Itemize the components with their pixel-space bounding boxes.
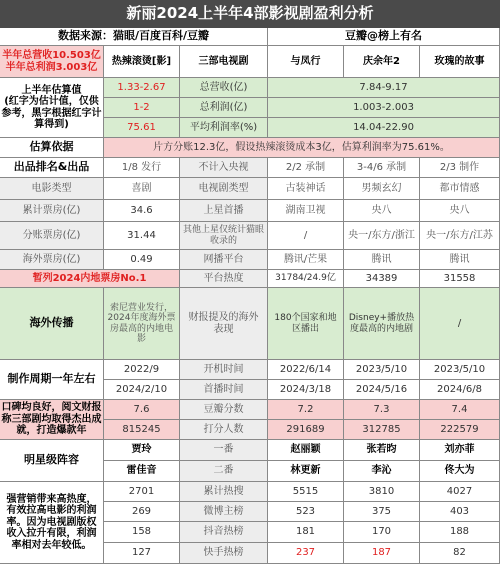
- heat-label: 平台热度: [180, 270, 268, 288]
- col-tv3: 玫瑰的故事: [420, 46, 500, 78]
- air-tv3: 央八: [420, 200, 500, 222]
- rank-movie: 1/8 发行: [104, 158, 180, 178]
- search-tv3: 4027: [420, 482, 500, 502]
- type-tv1: 古装神话: [268, 178, 344, 200]
- weibo-tv2: 375: [344, 502, 420, 522]
- lead2-tv2: 李沁: [344, 461, 420, 482]
- douyin-tv2: 170: [344, 522, 420, 543]
- other-tv2: 央一/东方/浙江: [344, 222, 420, 250]
- other-label: 其他上星仅统计猫眼收录的: [180, 222, 268, 250]
- heat-tv3: 31558: [420, 270, 500, 288]
- split-label: 分账票房(亿): [0, 222, 104, 250]
- col-tv2: 庆余年2: [344, 46, 420, 78]
- lead1-label: 一番: [180, 440, 268, 461]
- search-movie: 2701: [104, 482, 180, 502]
- overseas-label: 海外传播: [0, 288, 104, 360]
- start-label: 开机时间: [180, 360, 268, 380]
- release-tv2: 2024/5/16: [344, 380, 420, 400]
- rank-tv2: 3-4/6 承制: [344, 158, 420, 178]
- douban-tv3: 7.4: [420, 400, 500, 420]
- rev-label: 总营收(亿): [180, 78, 268, 98]
- kuaishou-tv3: 82: [420, 543, 500, 564]
- douyin-tv3: 188: [420, 522, 500, 543]
- lead2-movie: 雷佳音: [104, 461, 180, 482]
- rank-label: 出品排名&出品: [0, 158, 104, 178]
- air-tv1: 湖南卫视: [268, 200, 344, 222]
- release-movie: 2024/2/10: [104, 380, 180, 400]
- margin-movie: 75.61: [104, 118, 180, 138]
- start-tv2: 2023/5/10: [344, 360, 420, 380]
- search-tv2: 3810: [344, 482, 420, 502]
- douban-tv2: 7.3: [344, 400, 420, 420]
- net-tv1: 腾讯/芒果: [268, 250, 344, 270]
- douyin-tv1: 181: [268, 522, 344, 543]
- rank-note: 暂列2024内地票房No.1: [0, 270, 180, 288]
- basis-label: 估算依据: [0, 138, 104, 158]
- weibo-movie: 269: [104, 502, 180, 522]
- search-tv1: 5515: [268, 482, 344, 502]
- col-labels-header: 三部电视剧: [180, 46, 268, 78]
- lead2-tv3: 佟大为: [420, 461, 500, 482]
- douyin-movie: 158: [104, 522, 180, 543]
- conclusion-note: 强营销带来高热度，有效拉高电影的利润率。因为电视剧版权收入拉升有限，利润率相对去年较低。: [0, 482, 104, 564]
- start-movie: 2022/9: [104, 360, 180, 380]
- other-tv1: /: [268, 222, 344, 250]
- douyin-label: 抖音热榜: [180, 522, 268, 543]
- lead1-tv1: 赵丽颖: [268, 440, 344, 461]
- start-tv1: 2022/6/14: [268, 360, 344, 380]
- reputation-note: 口碑均良好，阅文财报称三部剧均取得杰出成就，打造爆款年: [0, 400, 104, 440]
- heat-tv2: 34389: [344, 270, 420, 288]
- weibo-tv3: 403: [420, 502, 500, 522]
- type-tv3: 都市情感: [420, 178, 500, 200]
- rank-tv1: 2/2 承制: [268, 158, 344, 178]
- profit-label: 总利润(亿): [180, 98, 268, 118]
- type-movie: 喜剧: [104, 178, 180, 200]
- box-label: 累计票房(亿): [0, 200, 104, 222]
- margin-label: 平均利润率(%): [180, 118, 268, 138]
- basis-text: 片方分账12.3亿，假设热辣滚烫成本3亿，估算利润率为75.61%。: [104, 138, 500, 158]
- lead1-tv3: 刘亦菲: [420, 440, 500, 461]
- profit-movie: 1-2: [104, 98, 180, 118]
- lead2-label: 二番: [180, 461, 268, 482]
- raters-label: 打分人数: [180, 420, 268, 440]
- overseas-tv2: Disney+播放热度最高的内地剧: [344, 288, 420, 360]
- star-label: 明星级阵容: [0, 440, 104, 482]
- raters-movie: 815245: [104, 420, 180, 440]
- overseas-movie: 索尼营业发行，2024年度海外票房最高的内地电影: [104, 288, 180, 360]
- lead1-tv2: 张若昀: [344, 440, 420, 461]
- heat-tv1: 31784/24.9亿: [268, 270, 344, 288]
- air-label: 上星首播: [180, 200, 268, 222]
- estimate-note: 上半年估算值 (红字为估计值，仅供参考，黑字根据红字计算得到): [0, 78, 104, 138]
- summary-revenue: 半年总营收10.503亿 半年总利润3.003亿: [0, 46, 104, 78]
- kuaishou-label: 快手热榜: [180, 543, 268, 564]
- release-label: 首播时间: [180, 380, 268, 400]
- type-tv2: 男频玄幻: [344, 178, 420, 200]
- search-label: 累计热搜: [180, 482, 268, 502]
- cycle-label: 制作周期一年左右: [0, 360, 104, 400]
- profit-tv: 1.003-2.003: [268, 98, 500, 118]
- weibo-tv1: 523: [268, 502, 344, 522]
- net-tv2: 腾讯: [344, 250, 420, 270]
- rev-movie: 1.33-2.67: [104, 78, 180, 98]
- raters-tv1: 291689: [268, 420, 344, 440]
- overseas-box-label: 海外票房(亿): [0, 250, 104, 270]
- douban-label: 豆瓣分数: [180, 400, 268, 420]
- start-tv3: 2023/5/10: [420, 360, 500, 380]
- type-label: 电影类型: [0, 178, 104, 200]
- box-movie: 34.6: [104, 200, 180, 222]
- source-right: 豆瓣@榜上有名: [268, 28, 500, 46]
- col-movie: 热辣滚烫[影]: [104, 46, 180, 78]
- rev-tv: 7.84-9.17: [268, 78, 500, 98]
- douban-tv1: 7.2: [268, 400, 344, 420]
- overseas-box-movie: 0.49: [104, 250, 180, 270]
- kuaishou-tv2: 187: [344, 543, 420, 564]
- page-title: 新丽2024上半年4部影视剧盈利分析: [0, 0, 500, 28]
- lead1-movie: 贾玲: [104, 440, 180, 461]
- other-tv3: 央一/东方/江苏: [420, 222, 500, 250]
- raters-tv2: 312785: [344, 420, 420, 440]
- overseas-tv3: /: [420, 288, 500, 360]
- release-tv3: 2024/6/8: [420, 380, 500, 400]
- rank-mid: 不计入央视: [180, 158, 268, 178]
- lead2-tv1: 林更新: [268, 461, 344, 482]
- split-movie: 31.44: [104, 222, 180, 250]
- net-label: 网播平台: [180, 250, 268, 270]
- weibo-label: 微博主榜: [180, 502, 268, 522]
- net-tv3: 腾讯: [420, 250, 500, 270]
- release-tv1: 2024/3/18: [268, 380, 344, 400]
- source-left: 数据来源：猫眼/百度百科/豆瓣: [0, 28, 268, 46]
- type-mid: 电视剧类型: [180, 178, 268, 200]
- overseas-tv1: 180个国家和地区播出: [268, 288, 344, 360]
- air-tv2: 央八: [344, 200, 420, 222]
- col-tv1: 与凤行: [268, 46, 344, 78]
- douban-movie: 7.6: [104, 400, 180, 420]
- kuaishou-tv1: 237: [268, 543, 344, 564]
- overseas-mid: 财报提及的海外表现: [180, 288, 268, 360]
- kuaishou-movie: 127: [104, 543, 180, 564]
- rank-tv3: 2/3 制作: [420, 158, 500, 178]
- margin-tv: 14.04-22.90: [268, 118, 500, 138]
- raters-tv3: 222579: [420, 420, 500, 440]
